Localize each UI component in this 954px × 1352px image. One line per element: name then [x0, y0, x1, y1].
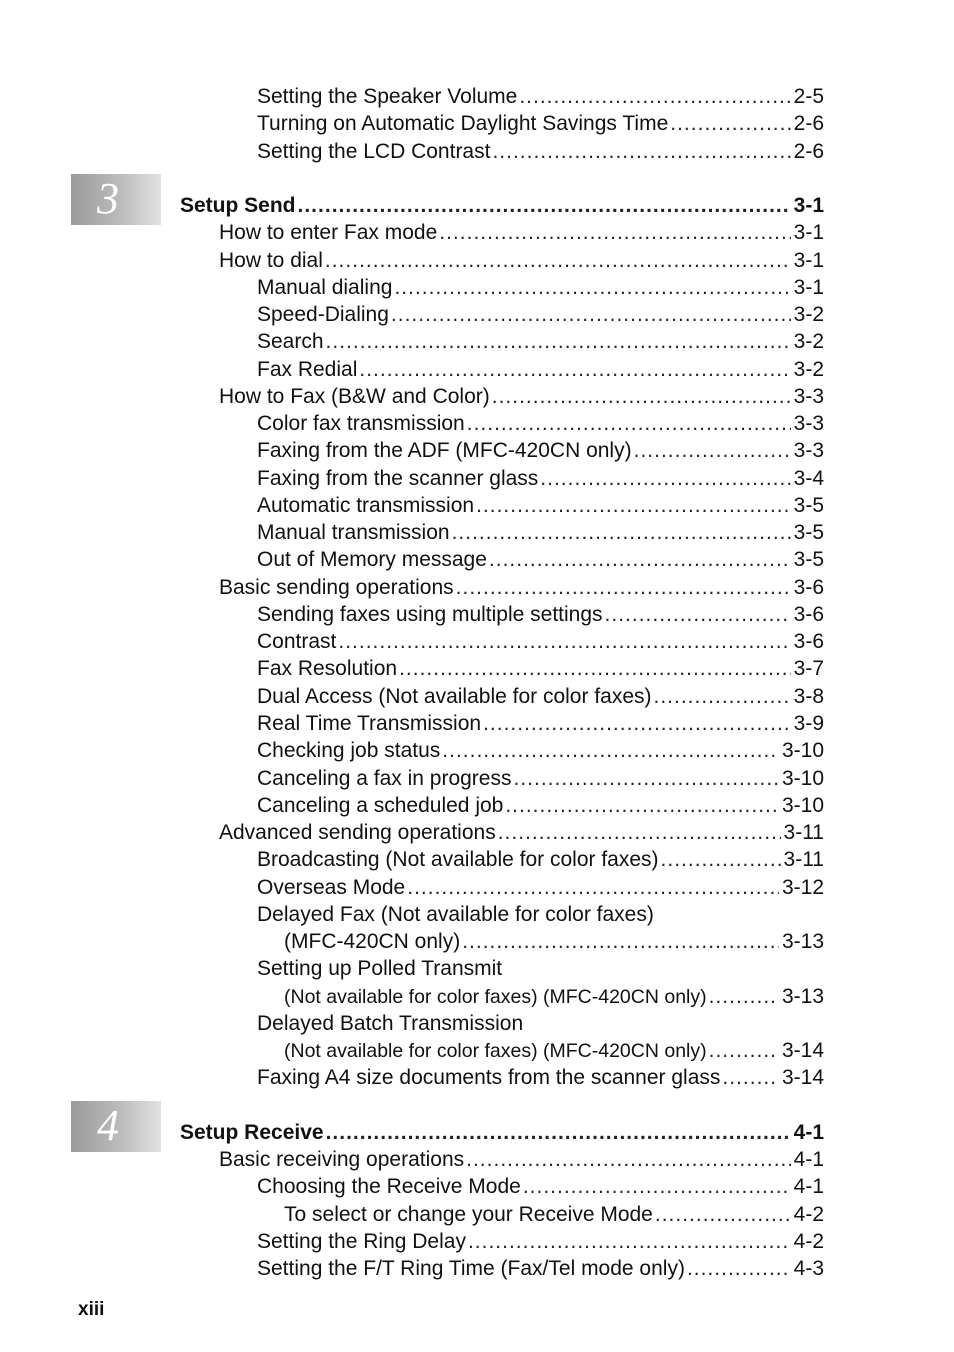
- dot-leader: [326, 328, 791, 356]
- toc-entry[interactable]: [257, 710, 824, 738]
- dot-leader: [519, 83, 790, 111]
- toc-entry-page: 3-3: [793, 412, 824, 435]
- toc-entry-label: Faxing from the scanner glass: [257, 467, 539, 490]
- toc-entry[interactable]: [257, 437, 824, 465]
- toc-entry-label: Setting the Speaker Volume: [257, 85, 518, 108]
- toc-entry-page: 3-6: [793, 603, 824, 626]
- toc-entry[interactable]: [257, 83, 824, 111]
- dot-leader: [661, 846, 781, 874]
- toc-entry-page: 3-14: [781, 1039, 824, 1062]
- toc-entry-label: Turning on Automatic Daylight Savings Time: [257, 112, 669, 135]
- toc-entry-label: Manual transmission: [257, 521, 450, 544]
- page-number: xiii: [78, 1299, 105, 1320]
- toc-entry-label-line: Setting up Polled Transmit: [257, 957, 503, 980]
- toc-entry-label: Advanced sending operations: [219, 821, 496, 844]
- dot-leader: [466, 1146, 791, 1174]
- toc-entry-label: Setup Receive: [180, 1121, 324, 1144]
- dot-leader: [505, 792, 779, 820]
- dot-leader: [654, 683, 791, 711]
- dot-leader: [655, 1201, 791, 1229]
- toc-entry-label: Setting the F/T Ring Time (Fax/Tel mode only): [257, 1257, 685, 1280]
- dot-leader: [489, 546, 791, 574]
- toc-entry-label: Dual Access (Not available for color faxes): [257, 685, 652, 708]
- chapter-number: 4: [97, 1101, 119, 1150]
- toc-entry-label: Overseas Mode: [257, 876, 406, 899]
- toc-entry[interactable]: [284, 983, 824, 1011]
- toc-entry[interactable]: [257, 274, 824, 302]
- toc-entry-label: Setup Send: [180, 194, 296, 217]
- toc-chapter-entry[interactable]: [180, 192, 824, 220]
- dot-leader: [492, 383, 791, 411]
- toc-entry-page: 4-3: [793, 1257, 824, 1280]
- dot-leader: [325, 247, 791, 275]
- toc-entry-label: Automatic transmission: [257, 494, 475, 517]
- toc-entry-label: (Not available for color faxes) (MFC-420CN only): [284, 986, 707, 1008]
- toc-entry[interactable]: [284, 1037, 824, 1065]
- toc-entry-label: Choosing the Receive Mode: [257, 1175, 521, 1198]
- toc-entry-label: Faxing A4 size documents from the scanner glass: [257, 1066, 721, 1089]
- toc-entry[interactable]: [219, 219, 824, 247]
- toc-entry-page: 3-1: [793, 249, 824, 272]
- toc-entry-page: 3-1: [793, 276, 824, 299]
- dot-leader: [407, 874, 779, 902]
- dot-leader: [468, 1228, 791, 1256]
- toc-entry-label: (MFC-420CN only): [284, 930, 461, 953]
- chapter-number: 3: [97, 174, 119, 223]
- dot-leader: [513, 765, 778, 793]
- toc-entry[interactable]: [257, 1228, 824, 1256]
- toc-entry-page: 3-12: [781, 876, 824, 899]
- toc-entry[interactable]: [257, 356, 824, 384]
- toc-entry-page: 3-11: [783, 848, 824, 871]
- toc-entry-page: 2-6: [793, 112, 824, 135]
- toc-entry[interactable]: [284, 1201, 824, 1229]
- toc-entry-page: 3-4: [793, 467, 824, 490]
- dot-leader: [492, 138, 790, 166]
- toc-entry-label: Contrast: [257, 630, 337, 653]
- toc-entry-page: 3-5: [793, 494, 824, 517]
- dot-leader: [722, 1064, 779, 1092]
- toc-entry-page: 3-14: [781, 1066, 824, 1089]
- toc-entry-page: 3-1: [793, 221, 824, 244]
- toc-entry-page: 4-1: [793, 1121, 824, 1144]
- toc-entry-page: 4-1: [793, 1175, 824, 1198]
- toc-entry[interactable]: [257, 328, 824, 356]
- toc-entry[interactable]: [257, 546, 824, 574]
- toc-entry[interactable]: [257, 138, 824, 166]
- toc-entry-page: 2-6: [793, 140, 824, 163]
- toc-entry-page: 3-3: [793, 439, 824, 462]
- dot-leader: [298, 192, 791, 220]
- toc-entry[interactable]: [257, 465, 824, 493]
- toc-entry-label: Color fax transmission: [257, 412, 465, 435]
- toc-entry-page: 3-6: [793, 576, 824, 599]
- toc-entry-page: 3-11: [783, 821, 824, 844]
- toc-entry-label-line: Delayed Batch Transmission: [257, 1012, 524, 1035]
- toc-entry[interactable]: [257, 683, 824, 711]
- toc-entry-label: Faxing from the ADF (MFC-420CN only): [257, 439, 632, 462]
- toc-entry-page: 2-5: [793, 85, 824, 108]
- toc-entry-page: 3-13: [781, 985, 824, 1008]
- toc-entry[interactable]: [219, 819, 824, 847]
- dot-leader: [456, 574, 791, 602]
- toc-entry-page: 3-1: [793, 194, 824, 217]
- toc-entry-label: Out of Memory message: [257, 548, 487, 571]
- toc-entry[interactable]: [284, 928, 824, 956]
- toc-entry-page: 3-5: [793, 521, 824, 544]
- toc-entry-label: Canceling a fax in progress: [257, 767, 512, 790]
- toc-entry-label: Basic receiving operations: [219, 1148, 465, 1171]
- toc-entry-label: How to dial: [219, 249, 323, 272]
- toc-entry-label: Search: [257, 330, 324, 353]
- toc-entry-page: 3-2: [793, 303, 824, 326]
- toc-entry-page: 3-2: [793, 330, 824, 353]
- toc-chapter-entry[interactable]: [180, 1119, 824, 1147]
- toc-entry-label-line: Delayed Fax (Not available for color faxes): [257, 903, 654, 926]
- toc-entry[interactable]: [219, 247, 824, 275]
- dot-leader: [540, 465, 790, 493]
- toc-entry-label: Fax Redial: [257, 358, 358, 381]
- toc-entry-page: 3-10: [781, 739, 824, 762]
- toc-entry-page: 3-9: [793, 712, 824, 735]
- toc-entry[interactable]: [257, 874, 824, 902]
- toc-entry-label: Basic sending operations: [219, 576, 454, 599]
- toc-entry[interactable]: [257, 655, 824, 683]
- dot-leader: [483, 710, 791, 738]
- toc-entry[interactable]: [257, 110, 824, 138]
- toc-entry-page: 3-13: [781, 930, 824, 953]
- dot-leader: [452, 519, 791, 547]
- toc-entry-label: How to enter Fax mode: [219, 221, 438, 244]
- dot-leader: [442, 737, 779, 765]
- toc-entry[interactable]: [257, 1255, 824, 1283]
- dot-leader: [605, 601, 791, 629]
- toc-entry[interactable]: [257, 1064, 824, 1092]
- dot-leader: [709, 1037, 779, 1065]
- toc-entry[interactable]: [257, 1173, 824, 1201]
- dot-leader: [687, 1255, 791, 1283]
- dot-leader: [498, 819, 781, 847]
- dot-leader: [394, 274, 790, 302]
- toc-entry-label: Broadcasting (Not available for color faxes): [257, 848, 659, 871]
- dot-leader: [462, 928, 779, 956]
- toc-entry-page: 3-3: [793, 385, 824, 408]
- dot-leader: [467, 410, 791, 438]
- toc-entry[interactable]: [257, 765, 824, 793]
- toc-entry-label: (Not available for color faxes) (MFC-420CN only): [284, 1040, 707, 1062]
- toc-entry-label: Setting the LCD Contrast: [257, 140, 491, 163]
- dot-leader: [523, 1173, 791, 1201]
- toc-entry-label: How to Fax (B&W and Color): [219, 385, 490, 408]
- toc-entry[interactable]: [257, 492, 824, 520]
- toc-entry[interactable]: [219, 574, 824, 602]
- toc-entry[interactable]: [257, 601, 824, 629]
- toc-entry-label: Manual dialing: [257, 276, 393, 299]
- toc-entry-label: To select or change your Receive Mode: [284, 1203, 653, 1226]
- dot-leader: [391, 301, 791, 329]
- toc-entry[interactable]: [257, 792, 824, 820]
- toc-entry[interactable]: [219, 383, 824, 411]
- toc-entry-page: 3-10: [781, 767, 824, 790]
- toc-entry-page: 4-2: [793, 1203, 824, 1226]
- toc-entry-label: Real Time Transmission: [257, 712, 482, 735]
- toc-entry-label: Canceling a scheduled job: [257, 794, 504, 817]
- toc-entry[interactable]: [257, 301, 824, 329]
- toc-entry[interactable]: [257, 737, 824, 765]
- toc-entry-page: 3-2: [793, 358, 824, 381]
- toc-entry-page: 3-8: [793, 685, 824, 708]
- toc-entry-label: Fax Resolution: [257, 657, 398, 680]
- toc-entry[interactable]: [257, 410, 824, 438]
- dot-leader: [476, 492, 791, 520]
- toc-entry[interactable]: [257, 628, 824, 656]
- dot-leader: [634, 437, 791, 465]
- toc-entry[interactable]: [257, 519, 824, 547]
- toc-entry[interactable]: [257, 846, 824, 874]
- toc-entry-page: 4-1: [793, 1148, 824, 1171]
- toc-entry-label: Sending faxes using multiple settings: [257, 603, 603, 626]
- chapter-4-tab: [71, 1101, 161, 1152]
- dot-leader: [709, 983, 779, 1011]
- dot-leader: [670, 110, 790, 138]
- toc-entry-page: 4-2: [793, 1230, 824, 1253]
- toc-entry-label: Setting the Ring Delay: [257, 1230, 466, 1253]
- dot-leader: [338, 628, 790, 656]
- dot-leader: [326, 1119, 791, 1147]
- chapter-3-tab: [71, 174, 161, 225]
- toc-entry-label: Speed-Dialing: [257, 303, 389, 326]
- dot-leader: [359, 356, 790, 384]
- toc-entry-label: Checking job status: [257, 739, 441, 762]
- dot-leader: [439, 219, 790, 247]
- toc-entry-page: 3-10: [781, 794, 824, 817]
- dot-leader: [399, 655, 791, 683]
- toc-entry-page: 3-5: [793, 548, 824, 571]
- toc-entry[interactable]: [219, 1146, 824, 1174]
- toc-entry-page: 3-7: [793, 657, 824, 680]
- toc-entry-page: 3-6: [793, 630, 824, 653]
